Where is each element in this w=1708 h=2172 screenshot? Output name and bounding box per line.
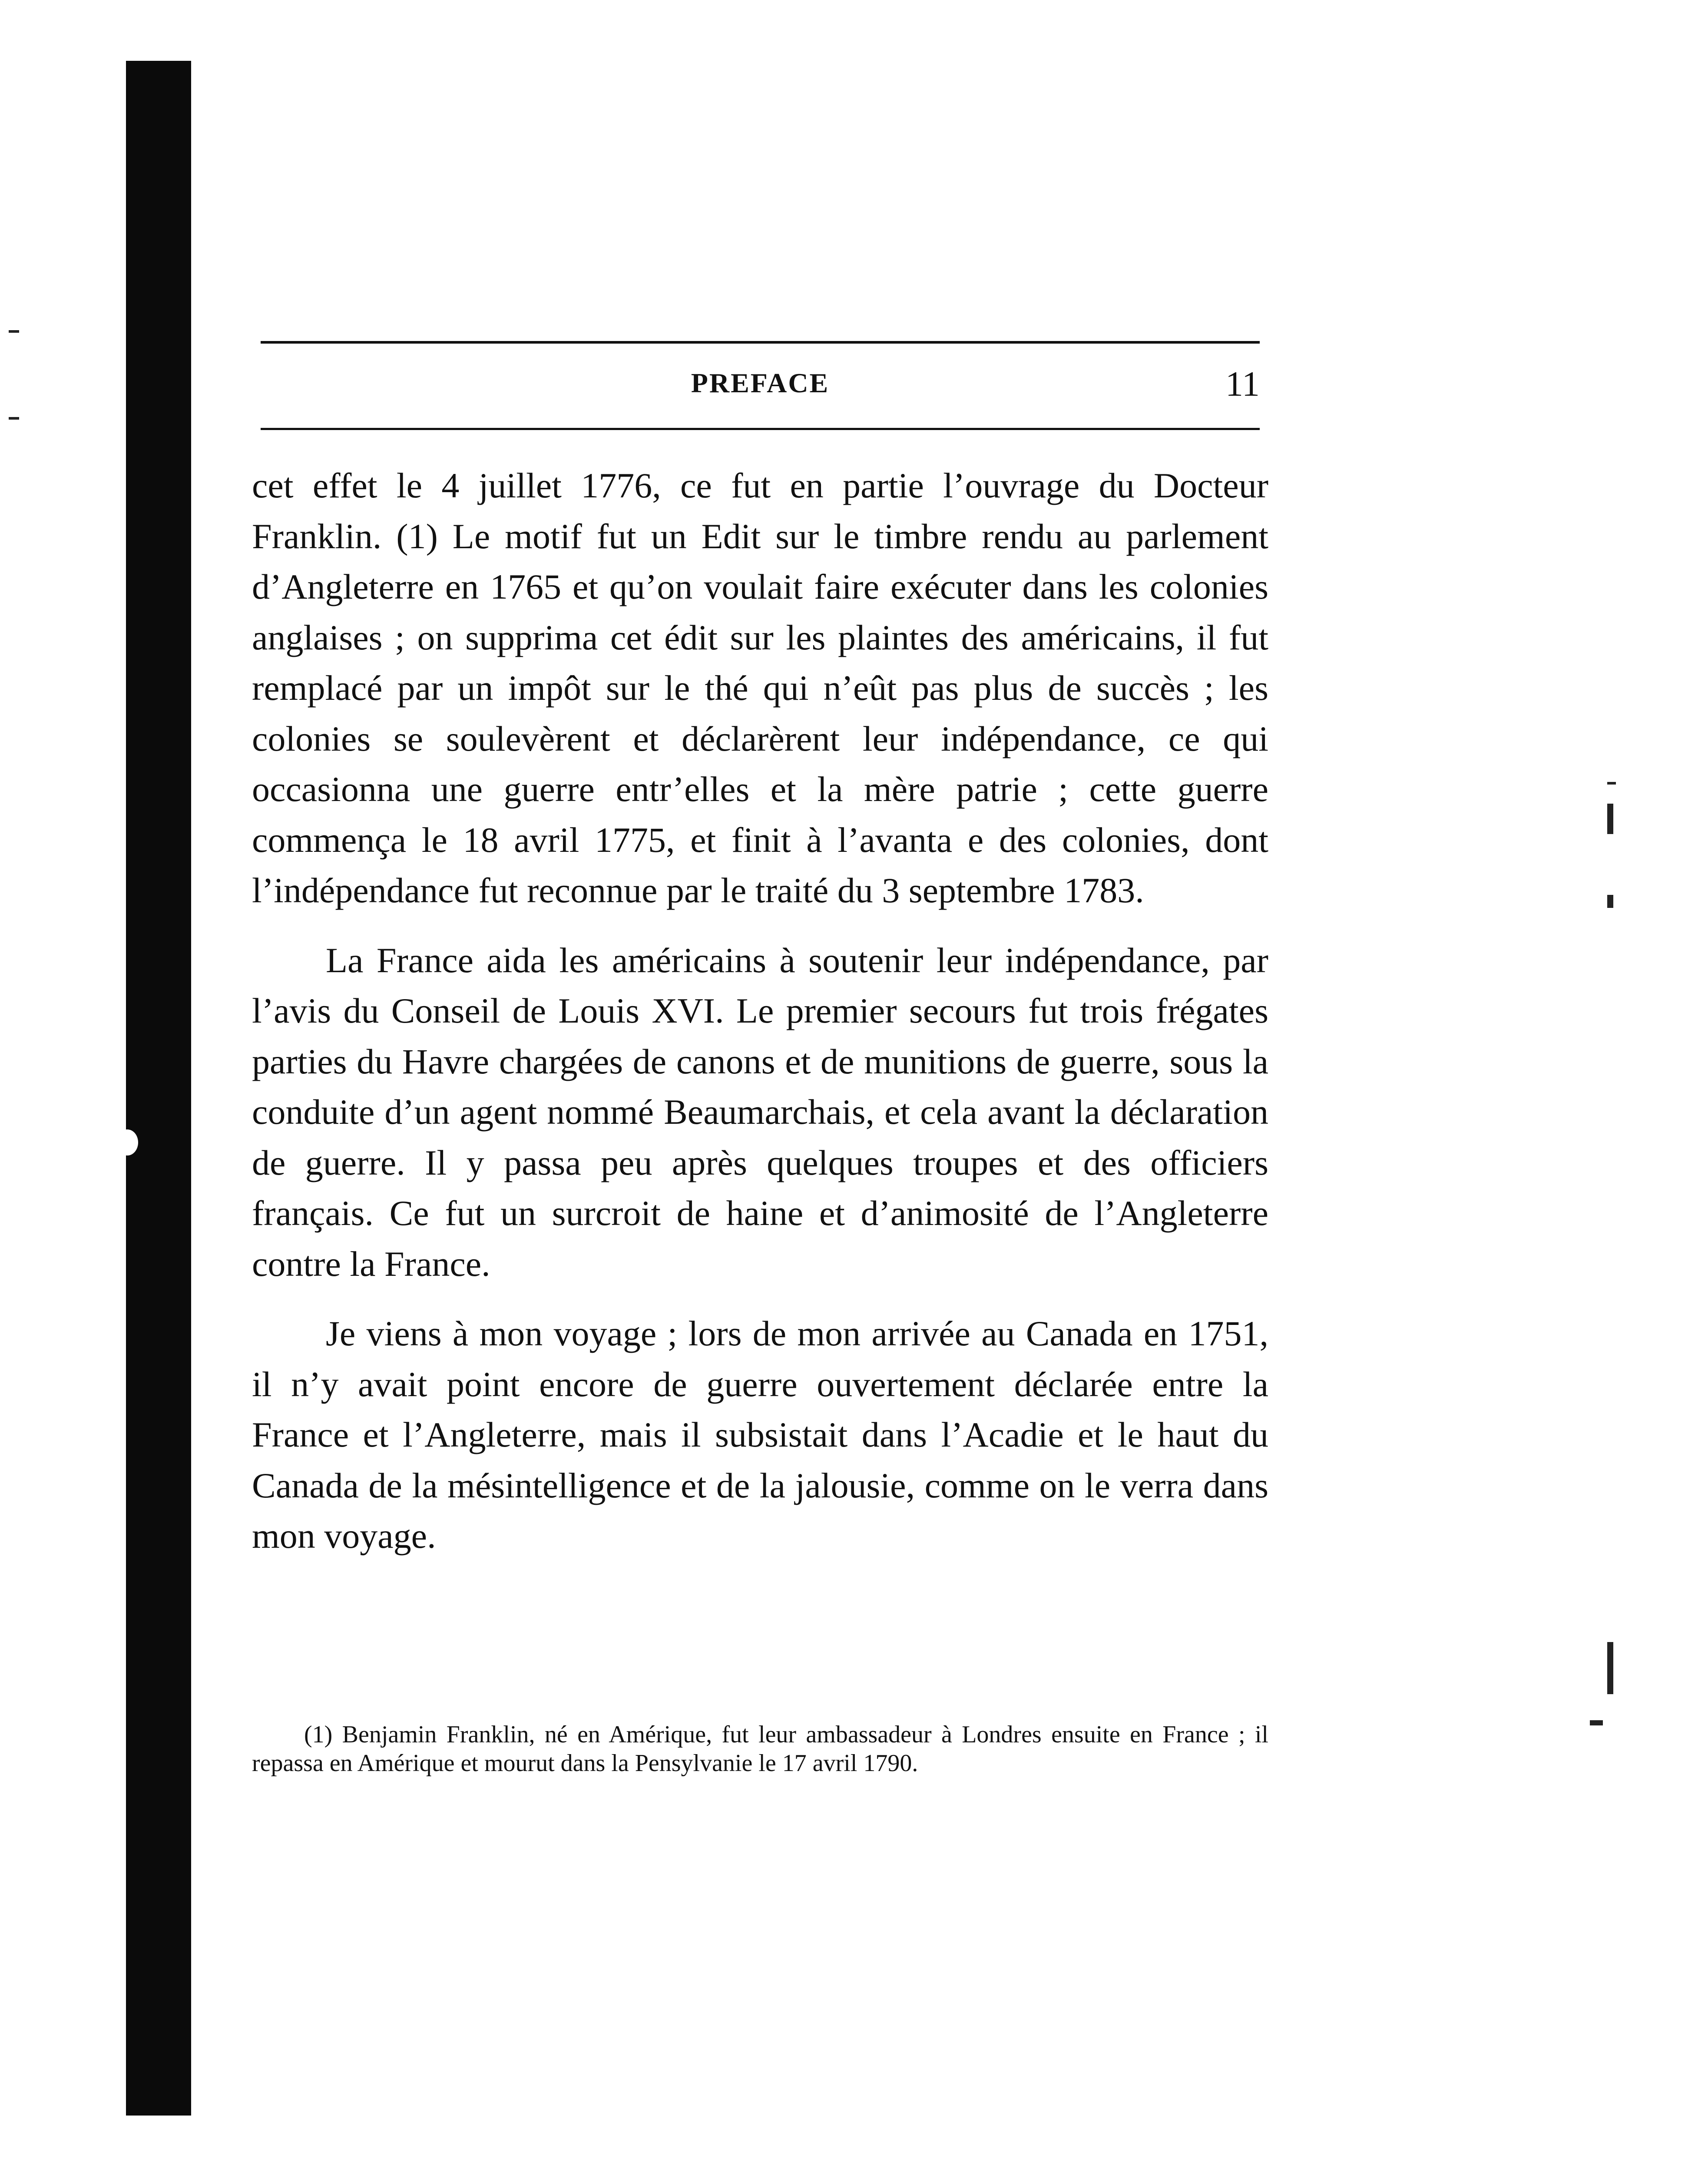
scan-mark (9, 330, 19, 333)
footnote: (1) Benjamin Franklin, né en Amérique, fut leur ambassadeur à Londres ensuite en France ; il repassa en Amérique et mourut dans la Pensylvanie le 17 avril 1790. (252, 1721, 1268, 1777)
scan-mark (1607, 895, 1613, 908)
binding-edge (126, 61, 191, 2116)
running-head (261, 364, 1260, 415)
scan-mark (1607, 1642, 1613, 1694)
page-number: 11 (1225, 364, 1260, 404)
paragraph-1: cet effet le 4 juillet 1776, ce fut en partie l’ouvrage du Docteur Franklin. (1) Le motif fut un Edit sur le timbre rendu au parlement d’Angleterre en 1765 et qu’on voulait faire exécuter dans les colonies anglaises ; on supprima cet édit sur les plaintes des américains, il fut remplacé par un impôt sur le thé qui n’eût pas plus de succès ; les colonies se soulevèrent et déclarèrent leur indépendance, ce qui occasionna une guerre entr’elles et la mère patrie ; cette guerre commença le 18 avril 1775, et finit à l’avanta e des colonies, dont l’indépendance fut reconnue par le traité du 3 septembre 1783. (252, 466, 1268, 910)
paragraph-2: La France aida les américains à soutenir leur indépendance, par l’avis du Conseil de Louis XVI. Le premier secours fut trois frégates parties du Havre chargées de canons et de munitions de guerre, sous la conduite d’un agent nommé Beaumarchais, et cela avant la déclaration de guerre. Il y passa peu après quelques troupes et des officiers français. Ce fut un surcroit de haine et d’animosité de l’Angleterre contre la France. (252, 940, 1268, 1284)
paragraph-3: Je viens à mon voyage ; lors de mon arrivée au Canada en 1751, il n’y avait point encore de guerre ouvertement déclarée entre la France et l’Angleterre, mais il subsistait dans l’Acadie et le haut du Canada de la mésintelligence et de la jalousie, comme on le verra dans mon voyage. (252, 1314, 1268, 1556)
scan-mark (9, 417, 19, 420)
scan-mark (1607, 782, 1616, 785)
header-rule-bottom (261, 428, 1260, 430)
scan-mark (1607, 804, 1613, 834)
body-text (252, 460, 1268, 1581)
running-title: PREFACE (691, 368, 830, 398)
scan-mark (1590, 1720, 1603, 1725)
binding-hole (116, 1129, 138, 1156)
header-rule-top (261, 341, 1260, 344)
